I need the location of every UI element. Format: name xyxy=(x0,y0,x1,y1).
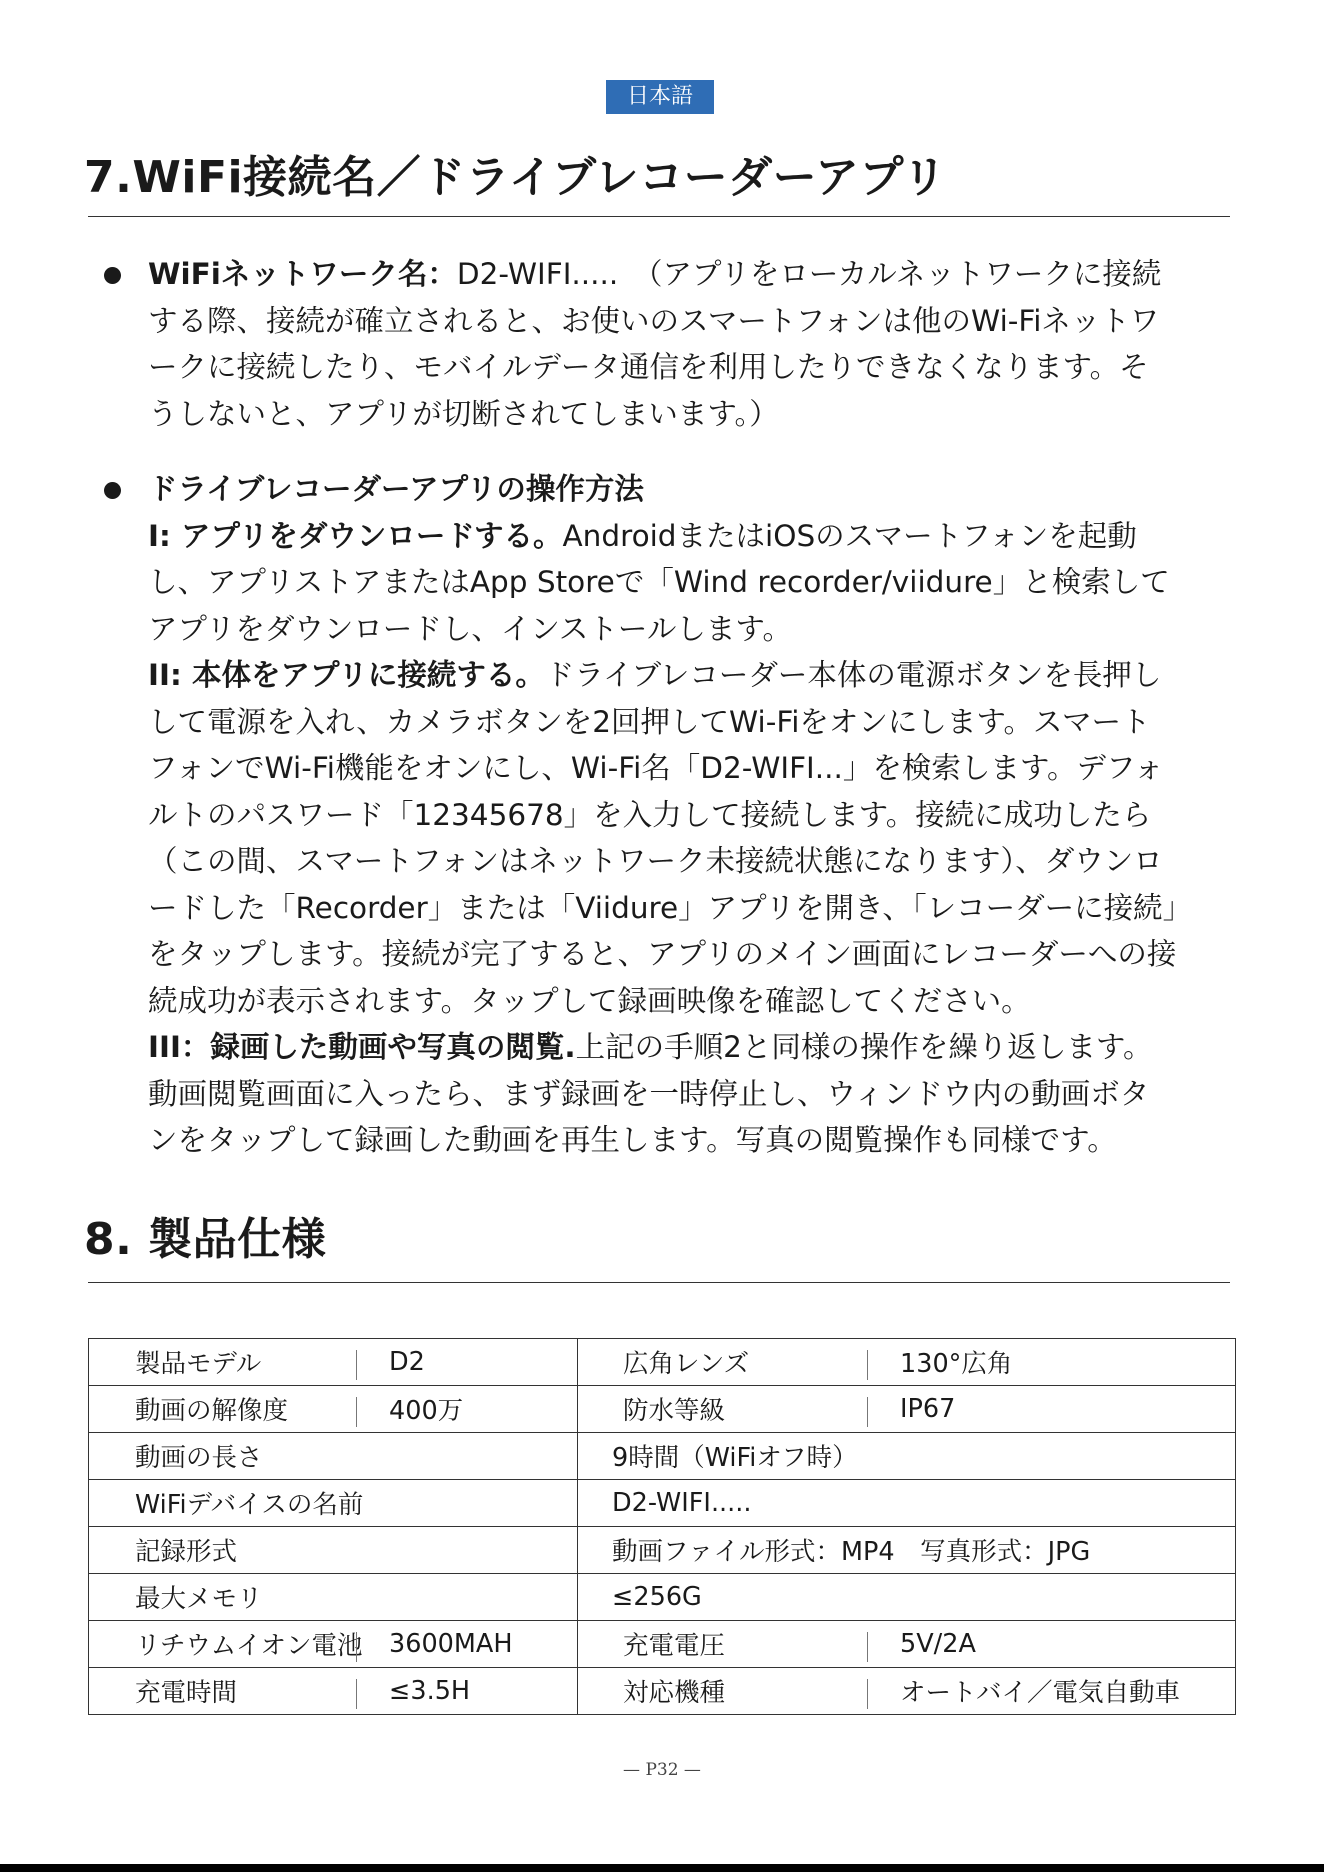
page-number: — P32 — xyxy=(623,1760,701,1780)
spec-value: D2-WIFI..... xyxy=(578,1480,1236,1527)
bullet-icon xyxy=(104,482,121,499)
spec-key: リチウムイオン電池 xyxy=(89,1626,357,1662)
spec-key: 対応機種 xyxy=(578,1673,868,1709)
section-7-title: 7.WiFi接続名／ドライブレコーダーアプリ xyxy=(84,152,947,203)
spec-value: 3600MAH xyxy=(389,1629,513,1659)
wifi-name-text: D2-WIFI..... （アプリをローカルネットワークに接続する際、接続が確立されると、お使いのスマートフォンは他のWi-Fiネットワークに接続したり、モバイルデータ通信を利用したりできなくなります。そうしないと、アプリが切断されてしまいます。） xyxy=(148,257,1162,431)
wifi-name-paragraph xyxy=(148,251,1178,437)
spec-value: 5V/2A xyxy=(900,1629,976,1659)
spec-value: 動画ファイル形式：MP4 写真形式：JPG xyxy=(578,1527,1236,1574)
spec-key: 製品モデル xyxy=(89,1344,357,1380)
spec-value: ≤256G xyxy=(578,1574,1236,1621)
step-3-paragraph xyxy=(148,1024,1178,1164)
section-8-divider xyxy=(88,1282,1230,1283)
table-row xyxy=(89,1480,1236,1527)
spec-key: WiFiデバイスの名前 xyxy=(89,1480,578,1527)
table-row xyxy=(89,1386,1236,1433)
step-1-label: I: アプリをダウンロードする。 xyxy=(148,518,563,553)
spec-key: 記録形式 xyxy=(89,1527,578,1574)
language-badge: 日本語 xyxy=(606,80,714,114)
spec-key: 充電時間 xyxy=(89,1673,357,1709)
bullet-icon xyxy=(104,267,121,284)
wifi-name-label: WiFiネットワーク名： xyxy=(148,257,457,291)
table-row xyxy=(89,1574,1236,1621)
spec-value: オートバイ／電気自動車 xyxy=(900,1678,1180,1708)
table-row xyxy=(89,1621,1236,1668)
step-2-paragraph xyxy=(148,652,1178,1024)
table-row xyxy=(89,1339,1236,1386)
spec-value: 130°広角 xyxy=(900,1349,1013,1379)
spec-value: 9時間（WiFiオフ時） xyxy=(578,1433,1236,1480)
spec-key: 広角レンズ xyxy=(578,1344,868,1380)
spec-key: 充電電圧 xyxy=(578,1626,868,1662)
table-row xyxy=(89,1527,1236,1574)
spec-key: 防水等級 xyxy=(578,1391,868,1427)
table-row xyxy=(89,1668,1236,1715)
spec-table xyxy=(88,1338,1236,1715)
spec-value: IP67 xyxy=(900,1394,956,1424)
section-8-title: 8. 製品仕様 xyxy=(84,1214,327,1265)
step-2-text: ドライブレコーダー本体の電源ボタンを長押しして電源を入れ、カメラボタンを2回押してWi-Fiをオンにします。スマートフォンでWi-Fi機能をオンにし、Wi-Fi名「D2-WIFI...」を検索します。デフォルトのパスワード「12345678」を入力して接続します。接続に成功したら（この間、スマートフォンはネットワーク未接続状態になります）、ダウンロードした「Recorder」または「Viidure」アプリを開き、「レコーダーに接続」をタップします。接続が完了すると、アプリのメイン画面にレコーダーへの接続成功が表示されます。タップして録画映像を確認してください。 xyxy=(148,658,1178,1018)
spec-key: 動画の長さ xyxy=(89,1433,578,1480)
step-1-paragraph xyxy=(148,513,1178,653)
step-1-text: AndroidまたはiOSのスマートフォンを起動し、アプリストアまたはApp Storeで「Wind recorder/viidure」と検索してアプリをダウンロードし、インストールします。 xyxy=(148,518,1170,646)
spec-key: 最大メモリ xyxy=(89,1574,578,1621)
spec-value: 400万 xyxy=(389,1396,464,1426)
step-3-label: III：録画した動画や写真の閲覧. xyxy=(148,1030,576,1064)
spec-key: 動画の解像度 xyxy=(89,1391,357,1427)
app-operation-bullet xyxy=(148,466,1178,1164)
table-row xyxy=(89,1433,1236,1480)
spec-value: ≤3.5H xyxy=(389,1676,471,1706)
wifi-name-bullet xyxy=(148,251,1178,437)
spec-value: D2 xyxy=(389,1347,425,1377)
section-7-divider xyxy=(88,216,1230,217)
page-bottom-edge xyxy=(0,1864,1324,1872)
step-3-text: 上記の手順2と同様の操作を繰り返します。動画閲覧画面に入ったら、まず録画を一時停止し、ウィンドウ内の動画ボタンをタップして録画した動画を再生します。写真の閲覧操作も同様です。 xyxy=(148,1030,1153,1157)
step-2-label: II: 本体をアプリに接続する。 xyxy=(148,658,545,692)
app-operation-heading: ドライブレコーダーアプリの操作方法 xyxy=(148,472,644,506)
